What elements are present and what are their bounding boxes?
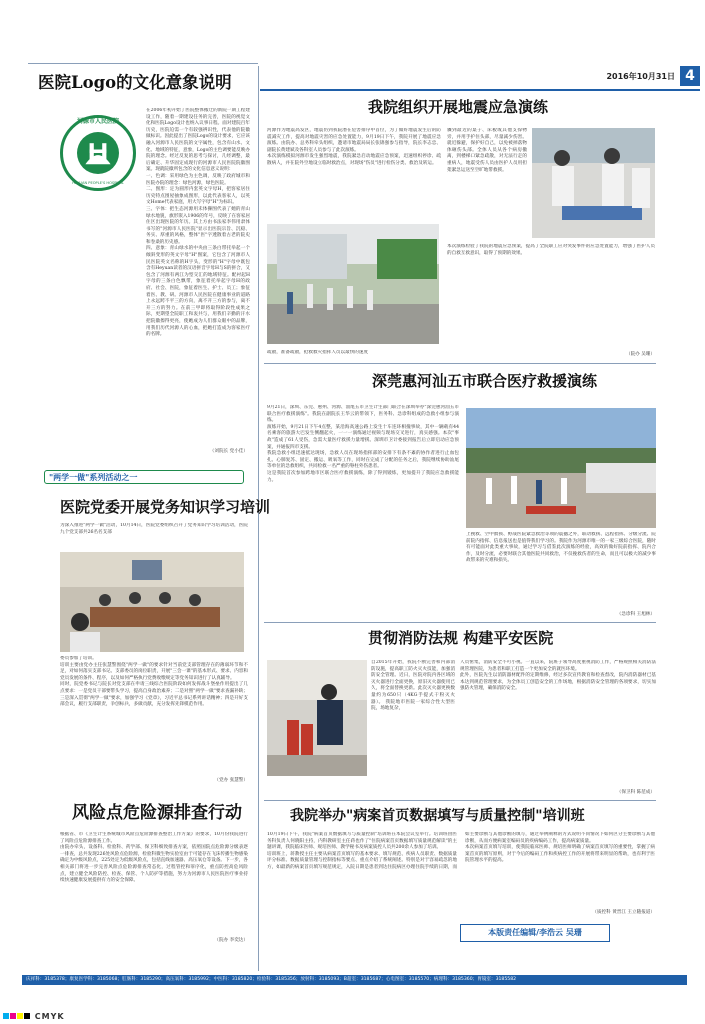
fire-article-body: 自2015年开始，我院不断完善和内部消防设施，提高职工防火灭火技能，加强消防安全管理。近日，医院对院内各区域的灭火器进行全面更换，原旧灭火器使用已久，将全面替换更新。此次灭火器更换数量约为650只（4KG手提式干粉灭火器）。 我院地市医院一家综合性大型医院，场地复杂， [371, 660, 455, 712]
party-article-title: 医院党委开展党务知识学习培训 [60, 498, 271, 516]
risk-article-title: 风险点危险源排查行动 [72, 803, 242, 823]
section-divider [264, 800, 656, 801]
series-tag: "两学一做"系列活动之一 [44, 470, 244, 484]
quake-drill-photo-right [532, 128, 655, 238]
quake-article-side-text: 骤到最近的桌子、床板或其他支撑物旁，并用手护住头部，尽量减少伤害。就近躲避，保护好自己，以免被掉落物体砸伤头部。全体人员从各个病房撤离，到楼梯口紧急疏散，对无法行走的重病人，地震受伤人员由医护人员用担架紧急运送至空旷地带救援。 [447, 128, 527, 173]
quake-article-byline: （院办 吴珊） [625, 352, 655, 357]
quake-article-text-lower: 本次演练检验了我院的地震应急预案，提高了全院职工应对突发事件的应急处置能力，增强了医护人员的自救互救意识，取得了预期的效果。 [447, 244, 655, 256]
rescue-article-body: 9月21日，深圳、东莞、惠州、河源、汕尾五市卫生计生部门联合在深圳举办"深莞惠河汕五市联合医疗救援演练"。我院在副院长王华云的带领下，医务科、急诊科组成的急救小组参与演练。 演练开始，9月21日下午4点整，某沿海高速公路上发生十车连环相撞事故，其中一辆载有44名乘客的旅游大巴发生侧翻起火，一一一演练通过视频与现场交叉进行，真实感强。本次"事故"造成了61人受伤，急需大量医疗救援力量增援。深圳市卫计委接到报告后立即启动应急预案，并通报四市支援。 我院急救小组迅速抵达现场，急救人员在现场指挥部的安排下有条不紊的协作者进行止血包扎、心肺复苏、固定、搬运、吸氧等工作，同时在完成了分配的任务之后，我院继续协助汕尾等单位的急救组织，共同检救一名严重的脊柱外伤患者。 这是我院首次参加跨地市区联合医疗救援演练，除了得到锻炼，更加提升了我院应急救援能力。 [267, 405, 459, 483]
training-article-byline: （质控科 黄晋江 王立随报道） [592, 910, 655, 915]
fire-extinguisher-photo [267, 660, 367, 776]
editor-credit: 本版责任编辑/李浩云 吴珊 [460, 924, 610, 942]
page-number: 4 [680, 66, 700, 86]
quake-drill-photo-left [267, 224, 439, 344]
fire-article-title: 贯彻消防法规 构建平安医院 [368, 629, 554, 647]
logo-text-cn: 河源市人民医院 [76, 118, 119, 125]
training-article-title: 我院举办"病案首页数据填写与质量控制"培训班 [290, 808, 585, 824]
rescue-drill-photo [466, 408, 656, 528]
quake-article-caption: 疏散，准备疏散，抢救救灾指挥人员以最快的速度 [267, 350, 369, 355]
fire-article-body-right: 人员密集，消防安全不可小视。一直以来，院班子领导高度重视消防工作，严格规照相关消防法规管理医院，为患者和职工打造一个更加安全的就医环境。 此外，医院先生以消防器材配件的定期维修，经过多次宣传教育和检查督改，院内消防器材已基本达到规范管理要求，为全体员工创造安全的工作场地，根据消防安全管理的各项要求，切实加强防火管理，确保消防安全。 [460, 660, 656, 692]
logo-article-byline: （刘院长 党小佳） [209, 449, 248, 454]
section-divider [264, 622, 656, 623]
risk-article-body: 根据省、市《卫生计生系统城市风险点危险源排查整治工作方案》的要求，10月份我院进行了风险点危险源排查工作。 由院办牵头，设备科、检验科、药学部、保卫科细致排查方案，依照国院点危险源分级表逐一排查，总共发现226处风险点危险源，检验科微生物实验室由于可能存在飞沫传播生物感染确定为中级风险点，225处定为低级风险点，包括直线加速器、高压氧仓等设备。下一步，各相关部门将进一步完善风险点危险源排查常态化，过程管控和罪序化，重点防控高危风险点，建立健全风险防控、检查、保管、个人防护等措施，努力为河源市人民医院医疗事业持续快速健康发展提供有力的安全保障。 [60, 832, 248, 884]
training-article-body: 10月19日下午，我院"病案首页数据填写与质量控制"培训班在本院会议室举行。培训班由医务科负责人何晓阳主持，内科教研室主任蒋也作了"住院病案首页数据填写质量规范解读"的主题讲课，我院临床医师、规培医师、教学秘书及病案质控人员共200余人参加了培训。 培训班上，蒋教授主任主要从病案首页填写的基本要求、填写规范、疾病人员职责、数据质量评分标准、数据质量管理与控制指标等要点、重点介绍了系统阐述。特别是对于容易疏忽的地方，如最新的病案首页填写规范规定，入院日期是患者到达住院病区办理住院手续的日期，而如主要诊断与其他诊断的填写，通过举例阐释的方式说明不同情况下如何区分主要诊断与其他诊断，从而方便病案室编码员的疾病编码工作，提高病案质量。 本次病案首页填写培训，使我院临床医师、规培医师明确了病案首页填写的重要性，掌握了病案首页的填写原则，对于今后的编码工作和疾病控工作的开展将带来明显的帮助，也有利于医院管理水平的提高。 [267, 832, 655, 870]
fire-article-byline: （保卫科 陈范成） [616, 790, 655, 795]
party-training-photo [60, 552, 244, 652]
section-divider [264, 363, 656, 364]
top-rule-left [28, 63, 258, 64]
rescue-article-caption: 上搜救、空中救援、野战医院紧急救治等项的震撼之外，联动救援、远程指挥、分级分流、院前院内指挥、信息报送也是值得我们学习的。我院作为河源市唯一的一家三级综合医院，随时有可能面对此类重大事故，通过学习与借鉴此次演练的经验，高效的做好院前指挥、院内合作，及时分流，必要时联合其他医院共同救治，不仅挽救伤者的生命，而且可以极大的减少事故带来的灾难和损失。 [466, 532, 656, 564]
party-article-body: 委员参加了培训。 培训主要由党办主任张慧警围绕"两学一做"的要求针对当前党支部管理存在的薄弱环节和不足，对如何落实支部书记、支部委员的岗位职责，开展"三会一课"的基本形式、要求、内容和党员发展的条件、程序，以及如何严格执行党费收缴规定等党务知识进行了认真辅导。 同时，院党委书记与院长对党支部在申请三线综合医院阶段如何发挥战斗堡垒作用提出了几点要求：一是党员干部要带头学习，提高自身政治素养；二是对照"两学一做"要求查漏补缺；三是深入贯彻"两学一做"要求，加强学习《党章》，习近平总书记系列讲话精神；四是开好支部会议，履行支部职责，争创标兵，多做贡献，充分发挥先锋模范作用。 [60, 656, 248, 708]
cmyk-registration-mark [3, 1012, 65, 1021]
phone-directory-strip: 庆祥科：3185378；康复医学科：3185068；肛肠科：3185290；高压氧科：3185992；中医科：3185820；检验科：3185356；放射科：3185093；B超室：3185687；心电图室：3185570；病理科：3185360；胃镜室：3185582 [22, 975, 687, 985]
party-article-byline: （党办 张慧警） [214, 778, 248, 783]
rescue-article-title: 深莞惠河汕五市联合医疗救援演练 [372, 372, 598, 390]
logo-article-title: 医院Logo的文化意象说明 [38, 73, 232, 92]
header-rule [260, 89, 700, 91]
logo-article-body: 在2006年初开始了医院整体搬迁的新院一期工程建设工作，随着一期建设任务的完善，医院的视觉文化和医院Logo设计也纳入议事日程。面对建院百年历史，医院迫需一个有较强辨识性，代表他的院徽做标识。因此提出了医院Logo的设计要求，它应该融入河源市人民医院的文字属性，包含有山水、文化、地域的特征，意象，Logo的主色调要能反映办院的理念。经过反复的思考与探讨，几经调整，最后确定、升华固定成现行的河源市人民医院院徽图案。现就院徽所包含的文化信息意义说明： 一、色调：采用绿色为主色调，反映了政府城市和医院办院的理念：绿色河源，绿色医院。 二、图形：定为圆形内套英文字母H，把客家居住历史特点围屋抽象成图形，以此代表客家人，以英文Home代表家庭，用大写字母"H"为标识。 三、字体：把生态河源用未体操图代表了她的青山绿水地貌，旗形嵌入1906的年号，反映了在客家居住区出现医院的年历。其上方由书法家李伟用隶体书写的"河源市人民医院"显示出医院宗旨、沉稳、务实、厚重的风格，整体"医"字透散着古老的院史和卷桑的历史感。 四、意象：青山绿水的中央由三条白带托举起一个倾斜变形的英文字母"H"图案，它包含了河源市人民医院英文名称的H字头，变形的"H"字母中既包含有Heyuan读者的汉语拼音字母H与S的拼合，又包含了河源有两江为型交汇的地域特征。配衬起H字母的三条白色飘带，象征着托举起字母H的政府、社会、医院，象征着医生、护士、员工；象征着医、教、研。河源市人民医院在健康事业的道路上永远跨不平三的方向，离不开三方的参与，离不开三方的努力。在前三甲即将取得阶段性成果之际，更期望全院职工和衷共与，用我们辛勤的汗水把院徽擦得更亮，使她成为人们群众眼中的品牌，用我们历代河源人的心血，把她打造成为客家医疗的名牌。 [146, 108, 250, 338]
party-article-intro: 为深入推进"两学一做"活动，10月14日，医院党委组织召开了党务知识学习培训活动，医院九个党支部共26名名支部 [60, 523, 248, 535]
quake-article-body: 河源作为地震高发区，地震仿到我院潜在危害排序中首位，为了做好地震发生后的防震减灾工作，提高对地震灾害的应急处置能力，9月19日下午，我院开展了地震应急演练。由院办、总务科牵头组织，邀请市地震局局长张锦强参与指导，院长李志忠、副院长黄建斌及各科室人员参与了此次演练。 本次演练模拟河源市发生强烈地震，我院紧急启动地震应急预案，迅速组织停诊、疏散病人，并在院外空地设立临时救治点，对现场"伤员"进行检伤分类、救治及转运。 [267, 128, 441, 166]
issue-date: 2016年10月31日 [606, 72, 675, 81]
cmyk-label: CMYK [34, 1012, 65, 1021]
rescue-article-byline: （急诊科 王旭林） [616, 612, 655, 617]
logo-text-en: HEYUAN PEOPLE'S HOSPITAL [72, 181, 124, 185]
risk-article-byline: （院办 李奕达） [214, 938, 248, 943]
quake-article-title: 我院组织开展地震应急演练 [368, 98, 549, 116]
column-divider [258, 66, 259, 971]
